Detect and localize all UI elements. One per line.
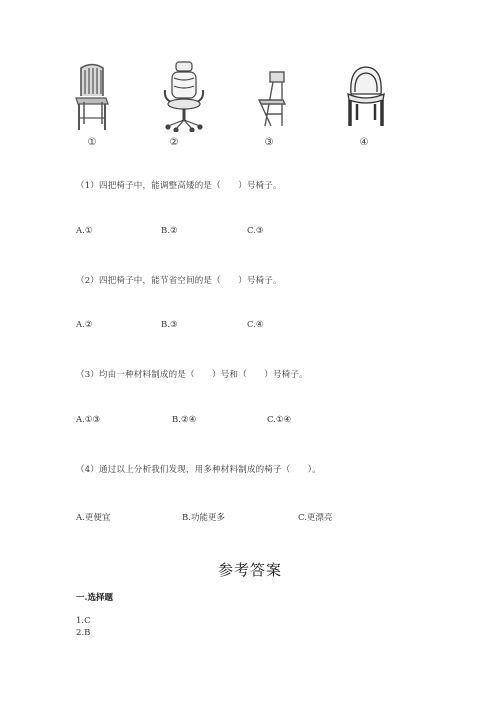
question-1: （1）四把椅子中，能调整高矮的是（ ）号椅子。 xyxy=(76,181,282,191)
q4-option-b: B.功能更多 xyxy=(182,513,225,523)
q1-option-a: A.① xyxy=(76,226,93,236)
question-2: （2）四把椅子中，能节省空间的是（ ）号椅子。 xyxy=(76,276,282,286)
q4-option-a: A.更便宜 xyxy=(76,513,111,523)
section-title: 一.选择题 xyxy=(76,593,113,603)
answer-2: 2.B xyxy=(76,628,91,638)
q2-option-a: A.② xyxy=(76,320,93,330)
chair-label-2: ② xyxy=(169,137,179,148)
folding-chair-image xyxy=(255,68,289,128)
office-chair-image xyxy=(160,60,208,132)
chair-label-3: ③ xyxy=(264,137,274,148)
q3-option-a: A.①③ xyxy=(76,415,101,425)
q4-option-c: C.更漂亮 xyxy=(298,513,333,523)
q1-option-c: C.③ xyxy=(247,226,264,236)
answer-title: 参考答案 xyxy=(217,561,282,579)
chair-label-4: ④ xyxy=(359,137,369,148)
question-4: （4）通过以上分析我们发现，用多种材料制成的椅子（ ）。 xyxy=(76,465,321,475)
q1-option-b: B.② xyxy=(161,226,178,236)
wooden-chair-image xyxy=(72,60,112,132)
plastic-chair-image xyxy=(345,64,387,128)
q2-option-b: B.③ xyxy=(161,320,178,330)
chair-label-1: ① xyxy=(87,137,97,148)
q3-option-c: C.①④ xyxy=(267,415,292,425)
question-3: （3）均由一种材料制成的是（ ）号和（ ）号椅子。 xyxy=(76,370,308,380)
q3-option-b: B.②④ xyxy=(172,415,197,425)
answer-1: 1.C xyxy=(76,616,91,626)
q2-option-c: C.④ xyxy=(247,320,264,330)
